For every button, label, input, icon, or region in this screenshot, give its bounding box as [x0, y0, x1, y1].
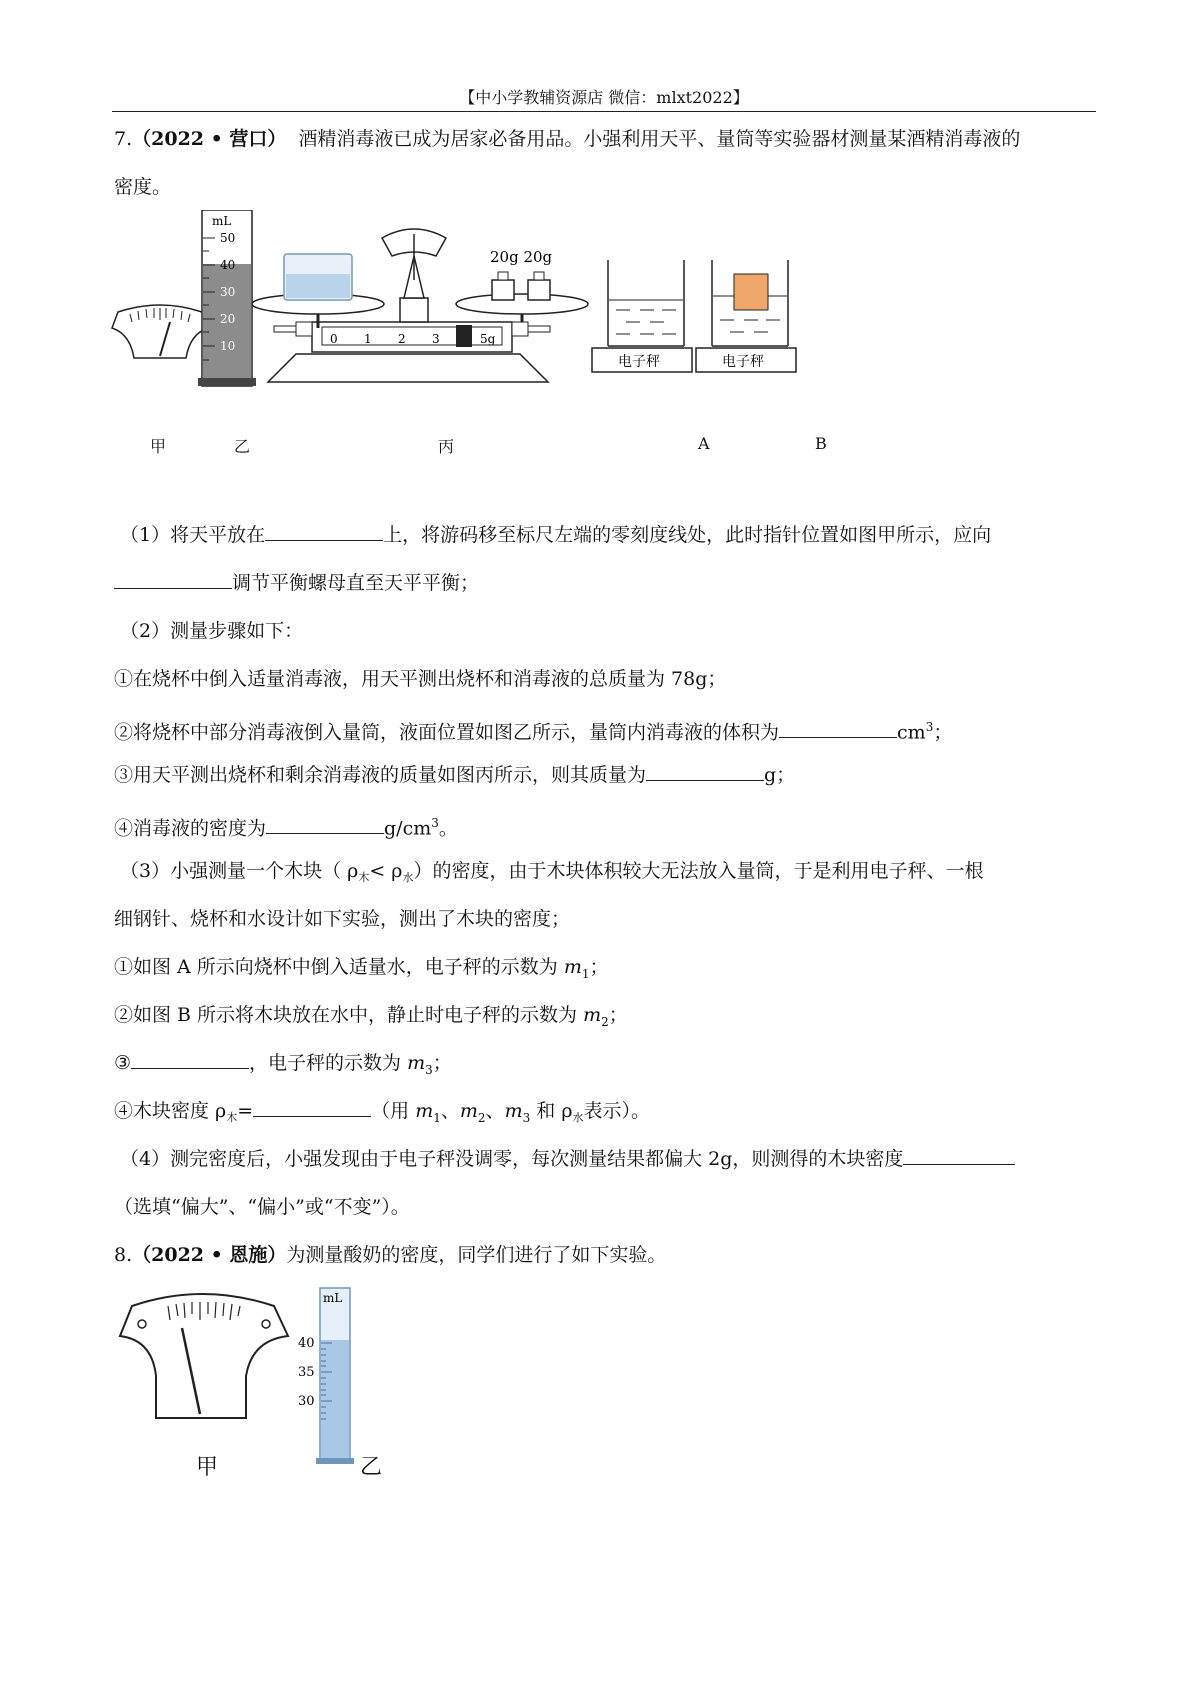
q7-p2-step4-unit: g/cm [384, 817, 432, 840]
q7-p3-a: （3）小强测量一个木块（ ρ [120, 860, 359, 882]
caption-b: B [815, 434, 827, 453]
q7-p3-c: ）的密度，由于木块体积较大无法放入量筒，于是利用电子秤、一根 [413, 860, 984, 882]
rider-tick-0: 0 [330, 332, 338, 346]
answer-blank-6[interactable] [131, 1050, 249, 1069]
q7-p3-step3-end: ； [432, 1052, 452, 1074]
q7-p2-step3-text: ③用天平测出烧杯和剩余消毒液的质量如图丙所示，则其质量为 [114, 764, 647, 786]
q7-p3-step2-sub: 2 [601, 1014, 609, 1029]
q7-stem-line2: 密度。 [114, 176, 172, 198]
q8-cylinder-tick-30: 30 [298, 1394, 315, 1409]
q7-p3-step4-m2-sub: 2 [477, 1110, 486, 1125]
q7-p3-step3-num: ③ [114, 1052, 132, 1074]
q7-source: （2022 • 营口） [132, 128, 287, 150]
q7-p4-text: （4）测完密度后，小强发现由于电子秤没调零，每次测量结果都偏大 2g，则测得的木块密度 [120, 1148, 904, 1170]
q7-p3-step2-var: m [583, 1004, 602, 1026]
q7-part4-line1 [120, 1146, 1015, 1172]
q7-part2-step1: ①在烧杯中倒入适量消毒液，用天平测出烧杯和消毒液的总质量为 78g； [114, 668, 727, 690]
answer-blank-3[interactable] [779, 719, 897, 738]
q8-caption-yi: 乙 [360, 1455, 383, 1480]
weights-label: 20g 20g [490, 248, 553, 266]
superscript-3: 3 [925, 720, 934, 734]
q8-number: 8. [114, 1244, 133, 1266]
q7-part2-title: （2）测量步骤如下： [120, 620, 304, 642]
q7-stem-line1 [114, 126, 1020, 152]
q7-p3-step3-sub: 3 [425, 1062, 433, 1077]
q8-stem [114, 1242, 666, 1268]
q8-cylinder-tick-40: 40 [298, 1336, 315, 1351]
q7-p3-step4-end: 表示）。 [583, 1100, 650, 1122]
balance-bing [252, 229, 588, 382]
q7-part3-line2: 细钢针、烧杯和水设计如下实验，测出了木块的密度； [114, 908, 571, 930]
q7-part2-step3 [114, 762, 795, 788]
q7-number: 7. [114, 128, 133, 150]
caption-jia: 甲 [150, 437, 167, 456]
answer-blank-8[interactable] [903, 1146, 1015, 1165]
q7-part3-step4 [114, 1098, 650, 1131]
q8-caption-jia: 甲 [196, 1455, 219, 1480]
q7-p3-step2-end: ； [608, 1004, 628, 1026]
q7-p3-step4-m1: m [415, 1100, 434, 1122]
q7-p3-step4-m3: m [504, 1100, 523, 1122]
answer-blank-4[interactable] [646, 762, 764, 781]
q7-p3-step4-m1-sub: 1 [433, 1110, 441, 1125]
q7-p3-b: < ρ [369, 860, 403, 882]
q7-p3-sub-wood: 木 [358, 871, 370, 884]
q7-part1-line1 [120, 522, 991, 548]
q7-p3-step4-text: ④木块密度 ρ [114, 1100, 227, 1122]
q7-p3-step4-m3-sub: 3 [522, 1110, 531, 1125]
q7-p3-step4-paren: （用 [371, 1100, 416, 1122]
answer-blank-1[interactable] [265, 522, 383, 541]
q7-p3-step4-eq: = [237, 1100, 254, 1122]
q7-p3-step4-sub: 木 [226, 1111, 238, 1124]
q7-part2-step4 [114, 810, 458, 841]
q7-p3-step4-m2: m [459, 1100, 478, 1122]
q7-p3-step4-and: 和 ρ [530, 1100, 573, 1122]
q7-part1-line2 [114, 570, 479, 596]
measuring-cylinder-yi [198, 210, 256, 386]
rider-slider [456, 325, 472, 347]
q7-p3-sub-water: 水 [402, 871, 414, 884]
q7-p3-step1-var: m [563, 956, 582, 978]
balance-pointer-dial-jia-q8 [120, 1294, 288, 1418]
scale-label-a: 电子秤 [618, 354, 660, 370]
q7-p3-step4-sep2: 、 [485, 1100, 505, 1122]
q7-p2-step2-unit: cm [897, 721, 926, 744]
answer-blank-2[interactable] [114, 570, 232, 589]
caption-yi: 乙 [234, 437, 251, 456]
caption-a: A [698, 434, 710, 453]
q7-p3-step1-end: ； [589, 956, 609, 978]
cylinder-tick-20: 20 [220, 312, 236, 326]
q7-part3-line1 [120, 858, 983, 891]
answer-blank-5[interactable] [266, 815, 384, 834]
q7-p3-step3-text: ，电子秤的示数为 [249, 1052, 408, 1074]
q7-p2-step3-unit: g； [764, 764, 796, 786]
balance-pointer-dial-jia [112, 305, 208, 358]
header-rule [112, 111, 1096, 112]
q7-p1-mid: 上，将游码移至标尺左端的零刻度线处，此时指针位置如图甲所示，应向 [383, 524, 992, 546]
q7-p2-step4-end: 。 [438, 817, 458, 840]
q7-p3-step1-text: ①如图 A 所示向烧杯中倒入适量水，电子秤的示数为 [114, 956, 564, 978]
q7-p3-step2-text: ②如图 B 所示将木块放在水中，静止时电子秤的示数为 [114, 1004, 584, 1026]
q7-p1-line2-text: 调节平衡螺母直至天平平衡； [232, 572, 480, 594]
caption-bing: 丙 [438, 437, 455, 456]
q8-source: （2022 • 恩施） [132, 1244, 287, 1266]
q7-p2-step4-text: ④消毒液的密度为 [114, 817, 267, 840]
rider-tick-3: 3 [432, 332, 440, 346]
measuring-cylinder-yi-q8 [298, 1288, 354, 1464]
page-header: 【中小学教辅资源店 微信：mlxt2022】 [459, 88, 749, 107]
q7-part3-step3 [114, 1050, 452, 1083]
cylinder-tick-10: 10 [220, 339, 236, 353]
cylinder-tick-30: 30 [220, 285, 236, 299]
q7-figure [100, 210, 880, 390]
wood-block [734, 274, 768, 310]
scale-setup-a [592, 260, 692, 372]
q7-part2-step2 [114, 714, 952, 745]
scale-label-b: 电子秤 [722, 354, 764, 370]
q7-part3-step1 [114, 954, 609, 987]
q7-p2-step2-text: ②将烧杯中部分消毒液倒入量筒，液面位置如图乙所示，量筒内消毒液的体积为 [114, 721, 780, 744]
cylinder-tick-40: 40 [220, 258, 236, 272]
q7-part3-step2 [114, 1002, 628, 1035]
cylinder-unit-label: mL [212, 214, 232, 228]
q7-p3-step4-sub-water: 水 [572, 1111, 584, 1124]
q8-stem-text: 为测量酸奶的密度，同学们进行了如下实验。 [286, 1244, 667, 1266]
rider-tick-2: 2 [398, 332, 406, 346]
rider-tick-1: 1 [364, 332, 372, 346]
cylinder-tick-50: 50 [220, 231, 236, 245]
q7-p3-step4-sep1: 、 [440, 1100, 460, 1122]
answer-blank-7[interactable] [253, 1098, 371, 1117]
scale-setup-b [696, 260, 796, 372]
q8-cylinder-unit: mL [323, 1291, 343, 1305]
q7-p3-step3-var: m [407, 1052, 426, 1074]
q7-p3-step1-sub: 1 [581, 966, 590, 981]
q7-part4-line2: （选填“偏大”、“偏小”或“不变”）。 [114, 1196, 410, 1218]
q7-stem-text: 酒精消毒液已成为居家必备用品。小强利用天平、量筒等实验器材测量某酒精消毒液的 [298, 128, 1021, 150]
rider-tick-5: 5g [480, 332, 496, 346]
q7-p1-prefix: （1）将天平放在 [120, 524, 266, 546]
superscript-3b: 3 [431, 816, 439, 830]
q7-p2-step2-end: ； [933, 721, 953, 744]
q8-cylinder-tick-35: 35 [298, 1365, 315, 1380]
